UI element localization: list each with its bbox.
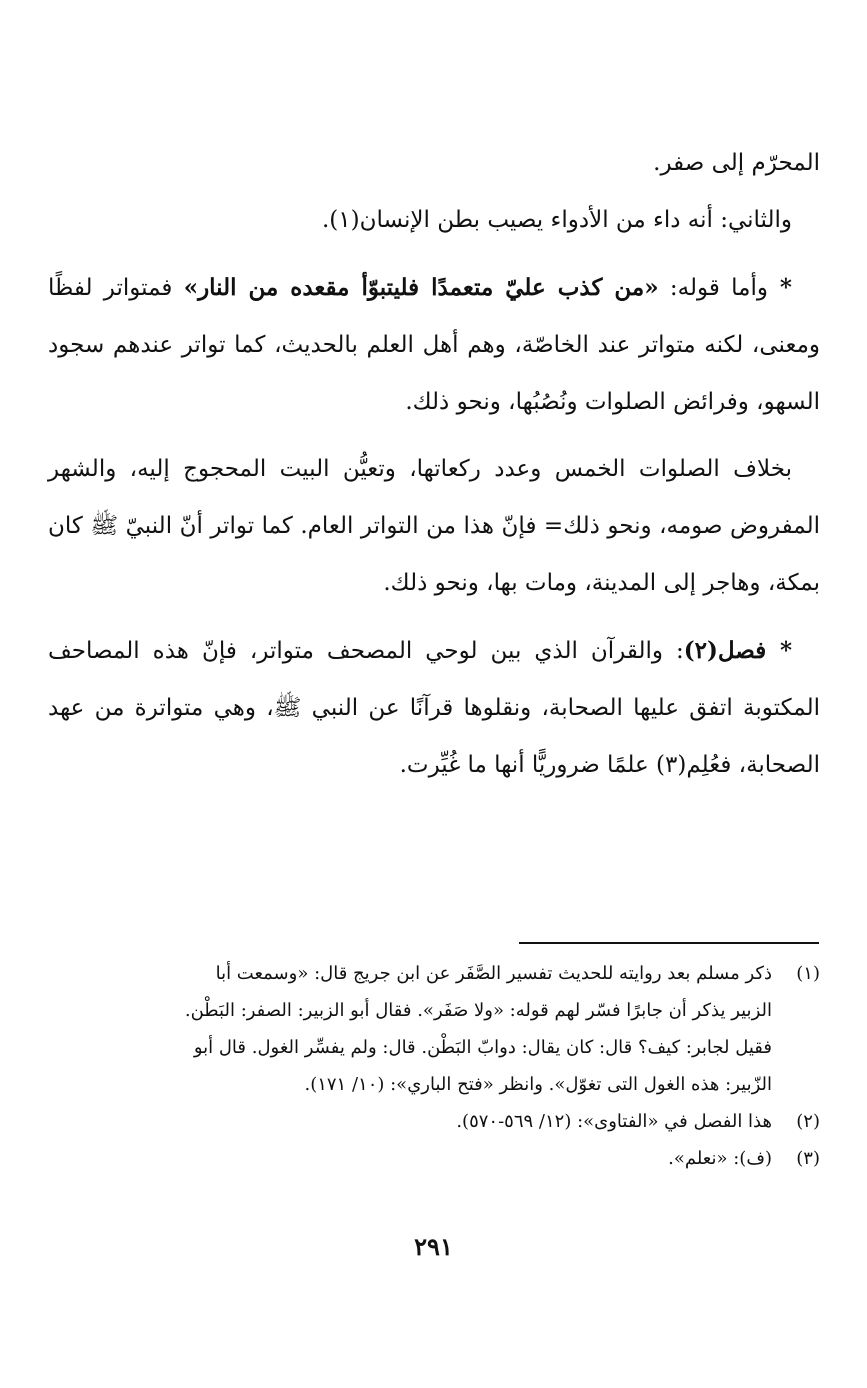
- hadith-quote: «من كذب عليّ متعمدًا فليتبوّأ مقعده من النار»: [183, 274, 659, 301]
- main-body-text: [48, 135, 820, 794]
- footnote-3: [48, 1140, 820, 1177]
- footnote-number: (٣): [796, 1148, 820, 1169]
- bullet-star: *: [766, 637, 792, 664]
- paragraph-3-lead: وأما قوله:: [658, 275, 768, 301]
- footnote-line: الزبير يذكر أن جابرًا فسّر لهم قوله: «ولا صَفَر». فقال أبو الزبير: الصفر: البَطْن.: [184, 1000, 772, 1021]
- paragraph-3-rest: فمتواتر لفظًا ومعنى، لكنه متواتر عند الخاصّة، وهم أهل العلم بالحديث، كما تواتر عندهم سجود السهو، وفرائض الصلوات ونُصُبُها، ونحو ذلك.: [48, 275, 820, 415]
- paragraph-1-text: المحرّم إلى صفر.: [653, 150, 820, 176]
- footnote-line: الزّبير: هذه الغول التى تغوّل». وانظر «فتح الباري»: (١٠/ ١٧١).: [304, 1074, 772, 1095]
- footnote-2: [48, 1103, 820, 1140]
- page-number: ٢٩١: [414, 1232, 453, 1261]
- footnotes: [48, 955, 820, 1177]
- footnote-divider: [519, 942, 819, 944]
- paragraph-3: [48, 259, 820, 431]
- bullet-star: *: [767, 274, 792, 301]
- footnote-line: هذا الفصل في «الفتاوى»: (١٢/ ٥٦٩-٥٧٠).: [456, 1111, 772, 1132]
- paragraph-1: [48, 135, 820, 192]
- paragraph-5: [48, 622, 820, 794]
- paragraph-2-text: والثاني: أنه داء من الأدواء يصيب بطن الإنسان(١).: [321, 207, 792, 233]
- footnote-number: (١): [796, 963, 820, 984]
- footnote-number: (٢): [796, 1111, 820, 1132]
- paragraph-4: [48, 441, 820, 612]
- footnote-1: [48, 955, 820, 1103]
- paragraph-5-rest: : والقرآن الذي بين لوحي المصحف متواتر، فإنّ هذه المصاحف المكتوبة اتفق عليها الصحابة، ونقلوها قرآنًا عن النبي ﷺ، وهي متواترة من عهد الصحابة، فعُلِم(٣) علمًا ضروريًّا أنها ما غُيِّرت.: [48, 638, 820, 778]
- paragraph-2: [48, 192, 820, 249]
- section-heading: فصل(٢): [683, 637, 767, 664]
- footnote-line: (ف): «نعلم».: [668, 1148, 772, 1169]
- paragraph-4-text: بخلاف الصلوات الخمس وعدد ركعاتها، وتعيُّن البيت المحجوج إليه، والشهر المفروض صومه، ونحو ذلك= فإنّ هذا من التواتر العام. كما تواتر أنّ النبيّ ﷺ كان بمكة، وهاجر إلى المدينة، ومات بها، ونحو ذلك.: [48, 456, 820, 596]
- footnote-line: ذكر مسلم بعد روايته للحديث تفسير الصَّفَر عن ابن جريج قال: «وسمعت أبا: [215, 963, 772, 984]
- footnote-line: فقيل لجابر: كيف؟ قال: كان يقال: دوابّ البَطْن. قال: ولم يفسِّر الغول. قال أبو: [193, 1037, 772, 1058]
